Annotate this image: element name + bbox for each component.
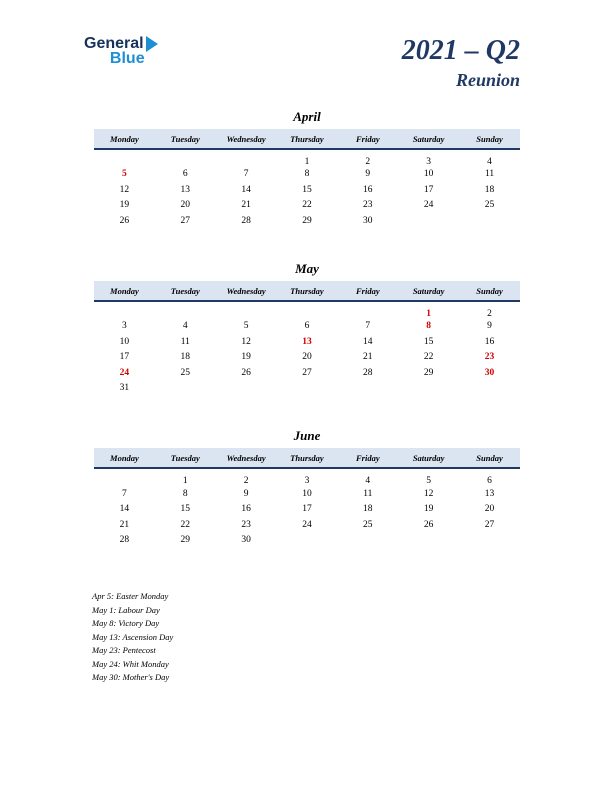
week-row bbox=[94, 468, 520, 486]
date-cell: 13 bbox=[180, 184, 191, 195]
logo-text-general: General bbox=[84, 35, 144, 52]
empty-cell bbox=[337, 533, 398, 549]
date-cell: 14 bbox=[119, 504, 130, 515]
date-cell: 21 bbox=[363, 352, 373, 363]
week-row bbox=[94, 533, 520, 549]
week-row bbox=[94, 301, 520, 319]
weekday-header: Monday bbox=[94, 448, 155, 468]
empty-cell bbox=[216, 149, 277, 167]
date-cell: 13 bbox=[484, 488, 495, 499]
date-cell: 30 bbox=[241, 535, 251, 546]
holiday-date-cell: 23 bbox=[484, 352, 495, 363]
month-grid bbox=[94, 281, 520, 397]
date-cell: 28 bbox=[119, 535, 130, 546]
date-cell: 14 bbox=[241, 184, 251, 195]
week-row bbox=[94, 319, 520, 335]
empty-cell bbox=[155, 381, 216, 397]
date-cell: 27 bbox=[484, 519, 495, 530]
weekday-header: Wednesday bbox=[216, 129, 277, 149]
empty-cell bbox=[277, 533, 338, 549]
weekday-header: Saturday bbox=[398, 129, 459, 149]
general-blue-logo bbox=[84, 36, 158, 68]
month-title: June bbox=[293, 428, 321, 444]
month-grid bbox=[94, 129, 520, 229]
week-row bbox=[94, 502, 520, 518]
weekday-header: Tuesday bbox=[155, 129, 216, 149]
empty-cell bbox=[94, 149, 155, 167]
date-cell: 10 bbox=[119, 336, 130, 347]
week-row bbox=[94, 517, 520, 533]
date-cell: 3 bbox=[122, 321, 127, 332]
date-cell: 18 bbox=[484, 184, 495, 195]
date-cell: 1 bbox=[182, 476, 188, 487]
weekday-header: Wednesday bbox=[216, 281, 277, 301]
date-cell: 4 bbox=[487, 156, 492, 167]
date-cell: 23 bbox=[241, 519, 251, 530]
date-cell: 27 bbox=[302, 367, 312, 378]
empty-cell bbox=[337, 381, 398, 397]
date-cell: 24 bbox=[302, 519, 312, 530]
date-cell: 9 bbox=[487, 321, 492, 332]
date-cell: 19 bbox=[241, 352, 251, 363]
holiday-date-cell: 30 bbox=[484, 367, 495, 378]
date-cell: 7 bbox=[122, 488, 127, 499]
date-cell: 18 bbox=[363, 504, 373, 515]
date-cell: 18 bbox=[180, 352, 191, 363]
date-cell: 23 bbox=[363, 200, 373, 211]
date-cell: 1 bbox=[304, 156, 310, 167]
date-cell: 2 bbox=[243, 476, 249, 487]
weekday-header-row bbox=[94, 448, 520, 468]
weekday-header: Sunday bbox=[459, 448, 520, 468]
weekday-header: Tuesday bbox=[155, 281, 216, 301]
title-block bbox=[402, 36, 520, 91]
empty-cell bbox=[216, 381, 277, 397]
date-cell: 28 bbox=[363, 367, 373, 378]
weekday-header: Thursday bbox=[277, 129, 338, 149]
weekday-header-row bbox=[94, 281, 520, 301]
weekday-header: Friday bbox=[337, 448, 398, 468]
date-cell: 11 bbox=[484, 169, 495, 180]
weekday-header: Thursday bbox=[277, 281, 338, 301]
date-cell: 16 bbox=[484, 336, 495, 347]
date-cell: 7 bbox=[365, 321, 371, 332]
date-cell: 24 bbox=[423, 200, 434, 211]
weekday-header: Friday bbox=[337, 129, 398, 149]
week-row bbox=[94, 334, 520, 350]
week-row bbox=[94, 365, 520, 381]
holiday-legend-item: May 24: Whit Monday bbox=[92, 658, 169, 669]
weekday-header: Sunday bbox=[459, 129, 520, 149]
month-title: May bbox=[295, 260, 319, 276]
empty-cell bbox=[277, 301, 338, 319]
holiday-date-cell: 24 bbox=[119, 367, 130, 378]
holiday-legend-item: May 8: Victory Day bbox=[92, 618, 160, 629]
date-cell: 28 bbox=[241, 215, 251, 226]
date-cell: 3 bbox=[426, 156, 432, 167]
week-row bbox=[94, 213, 520, 229]
date-cell: 30 bbox=[363, 215, 373, 226]
date-cell: 19 bbox=[119, 200, 130, 211]
weekday-header: Monday bbox=[94, 129, 155, 149]
date-cell: 6 bbox=[182, 169, 188, 180]
page-title: 2021 – Q2 bbox=[401, 35, 520, 66]
date-cell: 11 bbox=[363, 488, 373, 499]
month-title: April bbox=[293, 108, 321, 124]
month-april bbox=[94, 109, 520, 229]
date-cell: 31 bbox=[119, 383, 130, 394]
date-cell: 26 bbox=[119, 215, 130, 226]
holiday-legend-item: May 30: Mother's Day bbox=[92, 672, 170, 683]
empty-cell bbox=[155, 149, 216, 167]
holiday-date-cell: 1 bbox=[426, 308, 432, 319]
holiday-date-cell: 5 bbox=[122, 169, 127, 180]
date-cell: 15 bbox=[423, 336, 434, 347]
logo-text-blue: Blue bbox=[109, 49, 145, 67]
date-cell: 12 bbox=[119, 184, 130, 195]
empty-cell bbox=[459, 533, 520, 549]
date-cell: 3 bbox=[304, 476, 310, 487]
date-cell: 25 bbox=[363, 519, 373, 530]
date-cell: 25 bbox=[484, 200, 495, 211]
date-cell: 25 bbox=[180, 367, 191, 378]
weekday-header: Monday bbox=[94, 281, 155, 301]
date-cell: 7 bbox=[243, 169, 249, 180]
week-row bbox=[94, 381, 520, 397]
date-cell: 9 bbox=[243, 488, 249, 499]
date-cell: 8 bbox=[304, 169, 310, 180]
date-cell: 14 bbox=[363, 336, 373, 347]
empty-cell bbox=[277, 381, 338, 397]
date-cell: 21 bbox=[119, 519, 130, 530]
date-cell: 26 bbox=[241, 367, 251, 378]
page-subtitle: Reunion bbox=[455, 69, 520, 90]
weekday-header: Saturday bbox=[398, 281, 459, 301]
empty-cell bbox=[459, 213, 520, 229]
weekday-header: Thursday bbox=[277, 448, 338, 468]
holiday-legend bbox=[92, 590, 612, 685]
empty-cell bbox=[398, 533, 459, 549]
weekday-header: Sunday bbox=[459, 281, 520, 301]
empty-cell bbox=[216, 301, 277, 319]
empty-cell bbox=[94, 301, 155, 319]
date-cell: 12 bbox=[241, 336, 251, 347]
week-row bbox=[94, 350, 520, 366]
date-cell: 19 bbox=[423, 504, 434, 515]
date-cell: 17 bbox=[423, 184, 434, 195]
date-cell: 12 bbox=[423, 488, 434, 499]
date-cell: 4 bbox=[182, 321, 188, 332]
weekday-header-row bbox=[94, 129, 520, 149]
week-row bbox=[94, 182, 520, 198]
weekday-header: Saturday bbox=[398, 448, 459, 468]
date-cell: 20 bbox=[180, 200, 191, 211]
holiday-legend-item: May 23: Pentecost bbox=[92, 645, 156, 656]
empty-cell bbox=[398, 381, 459, 397]
weekday-header: Wednesday bbox=[216, 448, 277, 468]
empty-cell bbox=[155, 301, 216, 319]
date-cell: 16 bbox=[241, 504, 251, 515]
holiday-date-cell: 8 bbox=[426, 321, 432, 332]
date-cell: 6 bbox=[304, 321, 310, 332]
date-cell: 9 bbox=[365, 169, 371, 180]
date-cell: 17 bbox=[302, 504, 312, 515]
week-row bbox=[94, 198, 520, 214]
week-row bbox=[94, 486, 520, 502]
date-cell: 5 bbox=[243, 321, 249, 332]
month-grid bbox=[94, 448, 520, 548]
empty-cell bbox=[337, 301, 398, 319]
date-cell: 22 bbox=[302, 200, 312, 211]
date-cell: 6 bbox=[487, 476, 492, 487]
date-cell: 22 bbox=[180, 519, 191, 530]
date-cell: 10 bbox=[423, 169, 434, 180]
date-cell: 2 bbox=[487, 308, 492, 319]
date-cell: 20 bbox=[302, 352, 312, 363]
week-row bbox=[94, 167, 520, 183]
date-cell: 8 bbox=[182, 488, 188, 499]
logo-triangle-icon bbox=[146, 36, 158, 52]
month-june bbox=[94, 428, 520, 548]
holiday-date-cell: 13 bbox=[302, 336, 312, 347]
date-cell: 27 bbox=[180, 215, 191, 226]
empty-cell bbox=[398, 213, 459, 229]
date-cell: 21 bbox=[241, 200, 251, 211]
page-header bbox=[0, 0, 612, 91]
month-may bbox=[94, 261, 520, 397]
holiday-legend-item: Apr 5: Easter Monday bbox=[92, 591, 169, 602]
date-cell: 11 bbox=[180, 336, 190, 347]
date-cell: 2 bbox=[365, 156, 371, 167]
date-cell: 22 bbox=[423, 352, 434, 363]
date-cell: 29 bbox=[302, 215, 312, 226]
date-cell: 17 bbox=[119, 352, 130, 363]
weekday-header: Friday bbox=[337, 281, 398, 301]
date-cell: 29 bbox=[180, 535, 191, 546]
empty-cell bbox=[459, 381, 520, 397]
holiday-legend-item: May 13: Ascension Day bbox=[92, 631, 174, 642]
date-cell: 16 bbox=[363, 184, 373, 195]
date-cell: 5 bbox=[426, 476, 432, 487]
holiday-legend-item: May 1: Labour Day bbox=[92, 604, 160, 615]
date-cell: 29 bbox=[423, 367, 434, 378]
date-cell: 15 bbox=[302, 184, 312, 195]
date-cell: 4 bbox=[365, 476, 371, 487]
date-cell: 15 bbox=[180, 504, 191, 515]
empty-cell bbox=[94, 468, 155, 486]
weekday-header: Tuesday bbox=[155, 448, 216, 468]
months-container bbox=[94, 109, 520, 549]
date-cell: 20 bbox=[484, 504, 495, 515]
date-cell: 26 bbox=[423, 519, 434, 530]
date-cell: 10 bbox=[302, 488, 312, 499]
week-row bbox=[94, 149, 520, 167]
